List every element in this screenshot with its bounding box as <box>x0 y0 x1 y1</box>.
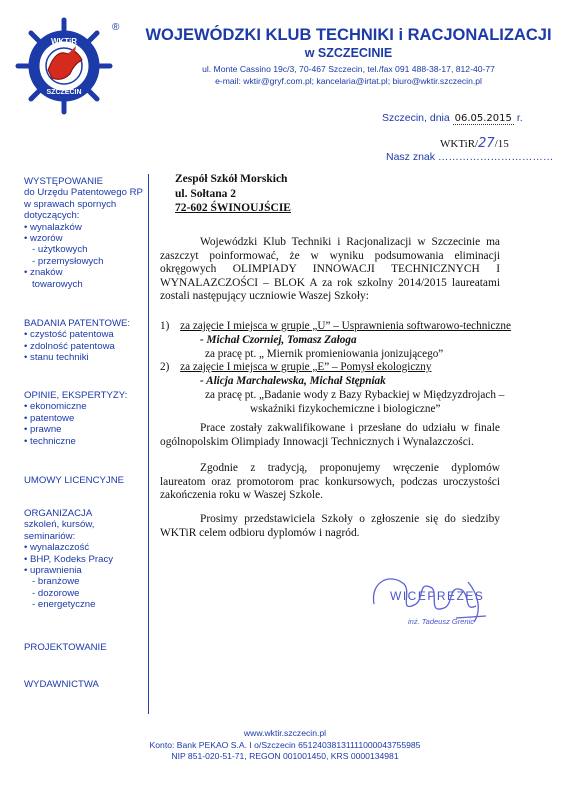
registered-mark: ® <box>112 22 120 33</box>
sidebar-heading: UMOWY LICENCYJNE <box>24 475 125 486</box>
wktir-logo <box>12 8 122 118</box>
sidebar-heading: WYDAWNICTWA <box>24 679 99 690</box>
org-title: WOJEWÓDZKI KLUB TECHNIKI i RACJONALIZACJI <box>145 26 552 44</box>
paragraph-intro: Wojewódzki Klub Techniki i Racjonalizacji w Szczecinie ma zaszczyt poinformować, że w wyniku podsumowania eliminacji okręgowych OLIMPIADY INNOWACJI TECHNICZNYCH I WYNALAZCZOŚCI – BLOK A za rok szkolny 2014/2015 laureatami zostali następujący uczniowie Waszej Szkoły: <box>160 236 500 303</box>
sidebar-item: - użytkowych <box>32 244 88 256</box>
list-heading: za zajęcie I miejsca w grupie „E” – Pomysł ekologiczny <box>180 361 432 373</box>
sidebar-item: towarowych <box>32 278 83 290</box>
sidebar-heading: BADANIA PATENTOWE: <box>24 318 131 329</box>
list-number: 2) <box>160 361 170 373</box>
sidebar-item: • BHP, Kodeks Pracy <box>24 553 114 565</box>
date-suffix: r. <box>516 112 523 124</box>
sidebar-heading: PROJEKTOWANIE <box>24 642 107 653</box>
sidebar-heading: ORGANIZACJA <box>24 508 93 519</box>
sidebar-section-badania <box>24 318 130 364</box>
reference-line <box>440 136 509 151</box>
ref-suffix: /15 <box>494 138 509 150</box>
sidebar-heading: do Urzędu Patentowego RP <box>24 187 143 199</box>
footer <box>0 728 570 763</box>
footer-website: www.wktir.szczecin.pl <box>243 728 327 738</box>
org-subtitle: w SZCZECINIE <box>304 46 393 60</box>
stamp-title: WICEPREZES <box>390 589 485 603</box>
sidebar-item: • prawne <box>24 424 62 436</box>
date-value: 06.05.2015 <box>454 113 512 124</box>
sidebar-item: - energetyczne <box>32 599 96 611</box>
sidebar-item: • ekonomiczne <box>24 401 87 413</box>
sidebar-heading: OPINIE, EKSPERTYZY: <box>24 390 128 401</box>
sidebar-heading: dotyczących: <box>24 210 80 222</box>
work-title-continued: wskaźniki fizykochemiczne i biologiczne” <box>250 403 441 415</box>
sidebar-item: • znaków <box>24 267 63 279</box>
work-title: za pracę pt. „Badanie wody z Bazy Rybackiej w Międzyzdrojach – <box>205 389 505 401</box>
sidebar-section-umowy <box>24 475 124 486</box>
sidebar-item: • stanu techniki <box>24 352 89 364</box>
list-item-1 <box>160 320 511 334</box>
list-heading: za zajęcie I miejsca w grupie „U” – Usprawnienia softwarowo-techniczne <box>180 320 511 332</box>
laureate-names: - Michał Czorniej, Tomasz Załoga <box>200 334 357 346</box>
date-line <box>382 112 523 124</box>
recipient-address <box>175 172 291 216</box>
list-number: 1) <box>160 320 170 332</box>
email-line: e-mail: wktir@gryf.com.pl; kancelaria@irtat.pl; biuro@wktir.szczecin.pl <box>215 76 482 86</box>
signature-stamp <box>368 560 518 640</box>
recipient-street: ul. Sołtana 2 <box>175 187 237 200</box>
sidebar-item: • wynalazków <box>24 221 82 233</box>
stamp-subtitle: inż. Tadeusz Grenic <box>408 617 475 626</box>
sidebar-item: • wynalazczość <box>24 542 90 554</box>
svg-text:WKTiR: WKTiR <box>50 37 78 46</box>
sidebar-heading: seminariów: <box>24 530 76 542</box>
sidebar-section-projektowanie <box>24 642 107 653</box>
nasz-znak-line: Nasz znak …………………………… <box>386 151 554 163</box>
sidebar-item: - dozorowe <box>32 587 80 599</box>
sidebar-item: • wzorów <box>24 233 63 245</box>
sidebar-divider <box>148 174 149 714</box>
sidebar-item: • uprawnienia <box>24 565 82 577</box>
ref-number: 27 <box>478 136 495 151</box>
ref-prefix: WKTiR/ <box>440 138 479 150</box>
paragraph-finals: Prace zostały zakwalifikowane i przesłane do udziału w finale ogólnopolskim Olimpiady Innowacji Technicznych i Wynalazczości. <box>160 422 500 448</box>
svg-text:SZCZECIN: SZCZECIN <box>46 89 82 96</box>
sidebar-item: - branżowe <box>32 576 80 588</box>
list-item-2 <box>160 361 431 375</box>
address-line: ul. Monte Cassino 19c/3, 70-467 Szczecin, tel./fax 091 488-38-17, 812-40-77 <box>202 64 495 74</box>
recipient-city: 72-602 ŚWINOUJŚCIE <box>175 202 291 214</box>
sidebar-item: • zdolność patentowa <box>24 340 115 352</box>
paragraph-diplomas: Zgodnie z tradycją, proponujemy wręczenie dyplomów laureatom oraz promotorom prac konkursowych, podczas uroczystości zakończenia roku w Waszej Szkole. <box>160 462 500 502</box>
recipient-name: Zespół Szkół Morskich <box>175 173 288 185</box>
sidebar-item: • techniczne <box>24 435 76 447</box>
sidebar-item: • patentowe <box>24 412 75 424</box>
paragraph-request: Prosimy przedstawiciela Szkoły o zgłoszenie się do siedziby WKTiR celem odbioru dyplomów i nagród. <box>160 513 500 539</box>
footer-bank-account: Konto: Bank PEKAO S.A. I o/Szczecin 65124038131111000043755985 <box>149 739 421 750</box>
sidebar-section-organizacja <box>24 508 113 611</box>
sidebar-item: - przemysłowych <box>32 255 104 267</box>
work-title: za pracę pt. „ Miernik promieniowania jonizującego” <box>205 348 444 360</box>
footer-registration-ids: NIP 851-020-51-71, REGON 001001450, KRS 0000134981 <box>171 751 399 762</box>
sidebar-section-opinie <box>24 390 127 447</box>
sidebar-heading: w sprawach spornych <box>24 198 117 210</box>
sidebar-section-wystepowanie <box>24 176 143 290</box>
laureate-names: - Alicja Marchalewska, Michał Stępniak <box>200 375 386 387</box>
date-prefix: Szczecin, dnia <box>382 112 450 124</box>
sidebar-heading: szkoleń, kursów, <box>24 519 95 531</box>
sidebar-item: • czystość patentowa <box>24 329 114 341</box>
sidebar-section-wydawnictwa <box>24 679 99 690</box>
sidebar-heading: WYSTĘPOWANIE <box>24 176 104 187</box>
